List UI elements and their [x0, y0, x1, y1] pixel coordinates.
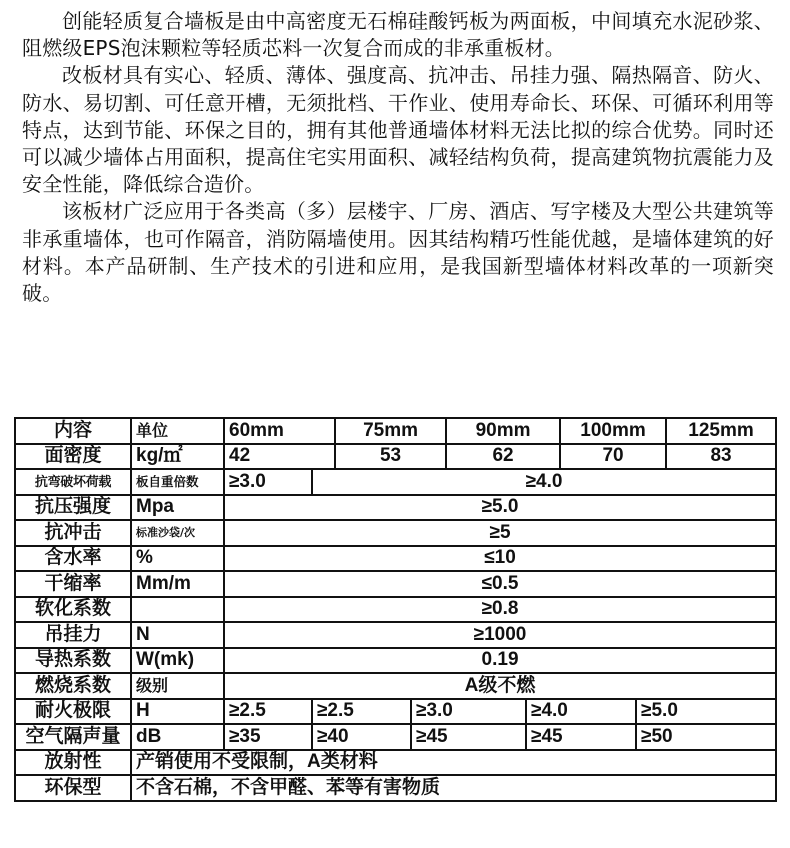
table-row-radiation	[15, 750, 776, 776]
row-label: 含水率	[15, 546, 131, 572]
row-unit: kg/㎡	[131, 444, 224, 470]
intro-paragraph-2: 改板材具有实心、轻质、薄体、强度高、抗冲击、吊挂力强、隔热隔音、防火、防水、易切割、可任意开槽，无须批档、干作业、使用寿命长、环保、可循环利用等特点，达到节能、环保之目的，拥有其他普通墙体材料无法比拟的综合优势。同时还可以减少墙体占用面积，提高住宅实用面积、减轻结构负荷，提高建筑物抗震能力及安全性能，降低综合造价。	[22, 63, 774, 197]
density-value-90: 62	[446, 444, 560, 470]
header-thickness-125: 125mm	[666, 418, 776, 444]
sound-value-5: ≥50	[636, 724, 776, 750]
density-value-100: 70	[560, 444, 666, 470]
table-row-softening	[15, 597, 776, 623]
fire-value-1: ≥2.5	[224, 699, 312, 725]
header-thickness-75: 75mm	[335, 418, 446, 444]
header-thickness-90: 90mm	[446, 418, 560, 444]
intro-text	[22, 8, 774, 307]
row-value: 0.19	[224, 648, 776, 674]
sound-value-2: ≥40	[312, 724, 411, 750]
density-value-60: 42	[224, 444, 335, 470]
row-value: 不含石棉，不含甲醛、苯等有害物质	[131, 775, 776, 801]
row-unit: Mm/m	[131, 571, 224, 597]
table-row-thermal	[15, 648, 776, 674]
row-value: ≤10	[224, 546, 776, 572]
spec-table	[14, 417, 777, 802]
row-label: 放射性	[15, 750, 131, 776]
row-label: 软化系数	[15, 597, 131, 623]
bending-value-rest: ≥4.0	[312, 469, 776, 495]
fire-value-5: ≥5.0	[636, 699, 776, 725]
intro-paragraph-3: 该板材广泛应用于各类高（多）层楼宇、厂房、酒店、写字楼及大型公共建筑等非承重墙体，也可作隔音，消防隔墙使用。因其结构精巧性能优越，是墙体建筑的好材料。本产品研制、生产技术的引进和应用，是我国新型墙体材料改革的一项新突破。	[22, 199, 774, 306]
fire-value-3: ≥3.0	[411, 699, 526, 725]
sound-value-1: ≥35	[224, 724, 312, 750]
table-row-hanging	[15, 622, 776, 648]
header-thickness-60: 60mm	[224, 418, 335, 444]
row-value: ≥1000	[224, 622, 776, 648]
row-value: 产销使用不受限制，A类材料	[131, 750, 776, 776]
density-value-75: 53	[335, 444, 446, 470]
sound-value-4: ≥45	[526, 724, 636, 750]
row-unit: 标准沙袋/次	[131, 520, 224, 546]
header-thickness-100: 100mm	[560, 418, 666, 444]
table-row-fire	[15, 699, 776, 725]
table-row-bending	[15, 469, 776, 495]
row-unit: N	[131, 622, 224, 648]
row-unit: W(mk)	[131, 648, 224, 674]
row-label: 吊挂力	[15, 622, 131, 648]
row-unit: %	[131, 546, 224, 572]
table-row-sound	[15, 724, 776, 750]
row-unit: 板自重倍数	[131, 469, 224, 495]
header-item: 内容	[15, 418, 131, 444]
row-label: 环保型	[15, 775, 131, 801]
table-row-eco	[15, 775, 776, 801]
row-label: 空气隔声量	[15, 724, 131, 750]
row-label: 干缩率	[15, 571, 131, 597]
row-value: ≤0.5	[224, 571, 776, 597]
density-value-125: 83	[666, 444, 776, 470]
header-unit: 单位	[131, 418, 224, 444]
table-row-combustion	[15, 673, 776, 699]
row-value: A级不燃	[224, 673, 776, 699]
fire-value-2: ≥2.5	[312, 699, 411, 725]
row-value: ≥0.8	[224, 597, 776, 623]
intro-paragraph-1: 创能轻质复合墙板是由中高密度无石棉硅酸钙板为两面板，中间填充水泥砂浆、阻燃级EPS泡沫颗粒等轻质芯料一次复合而成的非承重板材。	[22, 9, 774, 61]
row-unit: H	[131, 699, 224, 725]
fire-value-4: ≥4.0	[526, 699, 636, 725]
row-unit: Mpa	[131, 495, 224, 521]
row-label: 耐火极限	[15, 699, 131, 725]
row-label: 抗压强度	[15, 495, 131, 521]
table-row-moisture	[15, 546, 776, 572]
table-header-row	[15, 418, 776, 444]
row-unit: 级别	[131, 673, 224, 699]
bending-value-60: ≥3.0	[224, 469, 312, 495]
row-label: 抗冲击	[15, 520, 131, 546]
row-label: 抗弯破坏荷载	[15, 469, 131, 495]
table-row-density	[15, 444, 776, 470]
row-label: 导热系数	[15, 648, 131, 674]
row-value: ≥5	[224, 520, 776, 546]
table-row-impact	[15, 520, 776, 546]
table-row-compressive	[15, 495, 776, 521]
table-row-shrinkage	[15, 571, 776, 597]
row-unit: dB	[131, 724, 224, 750]
row-label: 燃烧系数	[15, 673, 131, 699]
sound-value-3: ≥45	[411, 724, 526, 750]
row-unit	[131, 597, 224, 623]
row-value: ≥5.0	[224, 495, 776, 521]
row-label: 面密度	[15, 444, 131, 470]
